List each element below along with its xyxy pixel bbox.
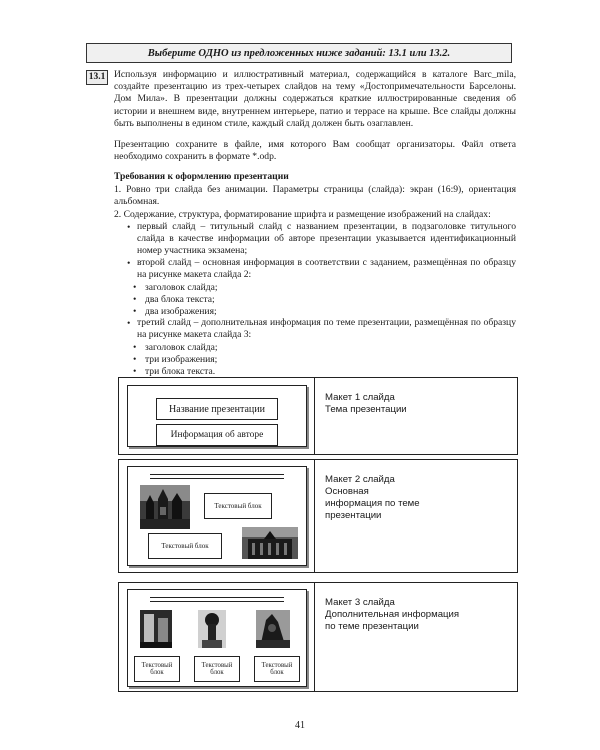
text-block-box: Текстовый блок — [204, 493, 272, 519]
slide-title-line — [150, 597, 284, 598]
layout-1-table — [118, 377, 518, 455]
palace-photo-icon — [242, 527, 298, 559]
caption-line: Макет 3 слайда — [325, 597, 395, 608]
sub-bullet-icon: • — [133, 354, 137, 365]
text-block-box: Текстовый блок — [148, 533, 222, 559]
sub-item: три изображения; — [145, 354, 218, 365]
caption-line: Основная — [325, 486, 369, 497]
task-choice-banner: Выберите ОДНО из предложенных ниже заданий: 13.1 или 13.2. — [86, 43, 512, 63]
sub-bullet-icon: • — [133, 306, 137, 317]
chimney-sculpture-icon — [198, 610, 226, 648]
bullet-dot-icon: • — [127, 222, 131, 233]
text-block-box: Текстовый блок — [134, 656, 180, 682]
sub-item: заголовок слайда; — [145, 342, 218, 353]
layout-1-caption — [325, 392, 511, 416]
intro-paragraph — [114, 69, 516, 130]
table-divider — [314, 378, 315, 454]
sub-bullet-icon: • — [133, 282, 137, 293]
requirements-title: Требования к оформлению презентации — [114, 171, 289, 182]
roof-terrace-photo-icon — [256, 610, 290, 648]
sub-item: три блока текста. — [145, 366, 216, 377]
slide-1-mockup — [127, 385, 307, 447]
cathedral-photo-icon — [140, 485, 190, 529]
text-block-box: Текстовый блок — [254, 656, 300, 682]
table-divider — [314, 460, 315, 572]
save-text: Презентацию сохраните в файле, имя которого Вам сообщат организаторы. Файл ответа необходимо сохранить в формате *.odp. — [114, 139, 516, 163]
layout-3-caption — [325, 597, 511, 633]
layout-2-caption — [325, 474, 511, 522]
caption-line: презентации — [325, 510, 382, 521]
sub-bullet-icon: • — [133, 342, 137, 353]
slide-2-mockup — [127, 466, 307, 566]
bullet-second-slide: второй слайд – основная информация в соответствии с заданием, размещённая по образцу на рисунке макета слайда 2: — [137, 257, 516, 281]
table-divider — [314, 583, 315, 691]
caption-line: Дополнительная информация — [325, 609, 460, 620]
sub-bullet-icon: • — [133, 366, 137, 377]
caption-line: Макет 1 слайда — [325, 392, 395, 403]
requirement-item-2: 2. Содержание, структура, форматирование шрифта и размещение изображений на слайдах: — [114, 209, 491, 220]
requirement-item-1: 1. Ровно три слайда без анимации. Параметры страницы (слайда): экран (16:9), ориентация альбомная. — [114, 184, 516, 208]
sub-item: два изображения; — [145, 306, 217, 317]
caption-line: Тема презентации — [325, 404, 407, 415]
slide-3-mockup — [127, 589, 307, 687]
text-block-box: Текстовый блок — [194, 656, 240, 682]
slide-title-line — [150, 478, 284, 479]
sub-bullet-icon: • — [133, 294, 137, 305]
caption-line: по теме презентации — [325, 621, 419, 632]
slide-title-line — [150, 601, 284, 602]
intro-text: Используя информацию и иллюстративный материал, содержащийся в каталоге Barc_mila, создайте презентацию из трех-четырех слайдов на тему «Достопримечательности Барселоны. Дом Мила». В презентации должны содержаться краткие иллюстрированные сведения об истории и внешнем виде, внутреннем интерьере, патио и террасе на крыше. Все слайды должны быть выполнены в едином стиле, каждый слайд должен быть озаглавлен. — [114, 69, 516, 129]
presentation-title-box: Название презентации — [156, 398, 278, 420]
interior-photo-icon — [140, 610, 172, 648]
slide-title-line — [150, 474, 284, 475]
page-number: 41 — [295, 720, 305, 731]
caption-line: Макет 2 слайда — [325, 474, 395, 485]
bullet-dot-icon: • — [127, 318, 131, 329]
sub-item: два блока текста; — [145, 294, 215, 305]
bullet-first-slide: первый слайд – титульный слайд с названием презентации, в подзаголовке титульного слайда в качестве информации об авторе презентации указывается идентификационный номер участника экзамена; — [137, 221, 516, 257]
caption-line: информация по теме — [325, 498, 420, 509]
layout-2-table — [118, 459, 518, 573]
task-number-badge: 13.1 — [86, 70, 108, 85]
sub-item: заголовок слайда; — [145, 282, 218, 293]
author-info-box: Информация об авторе — [156, 424, 278, 446]
bullet-dot-icon: • — [127, 258, 131, 269]
layout-3-table — [118, 582, 518, 692]
bullet-third-slide: третий слайд – дополнительная информация по теме презентации, размещённая по образцу на рисунке макета слайда 3: — [137, 317, 516, 341]
save-paragraph — [114, 139, 516, 163]
